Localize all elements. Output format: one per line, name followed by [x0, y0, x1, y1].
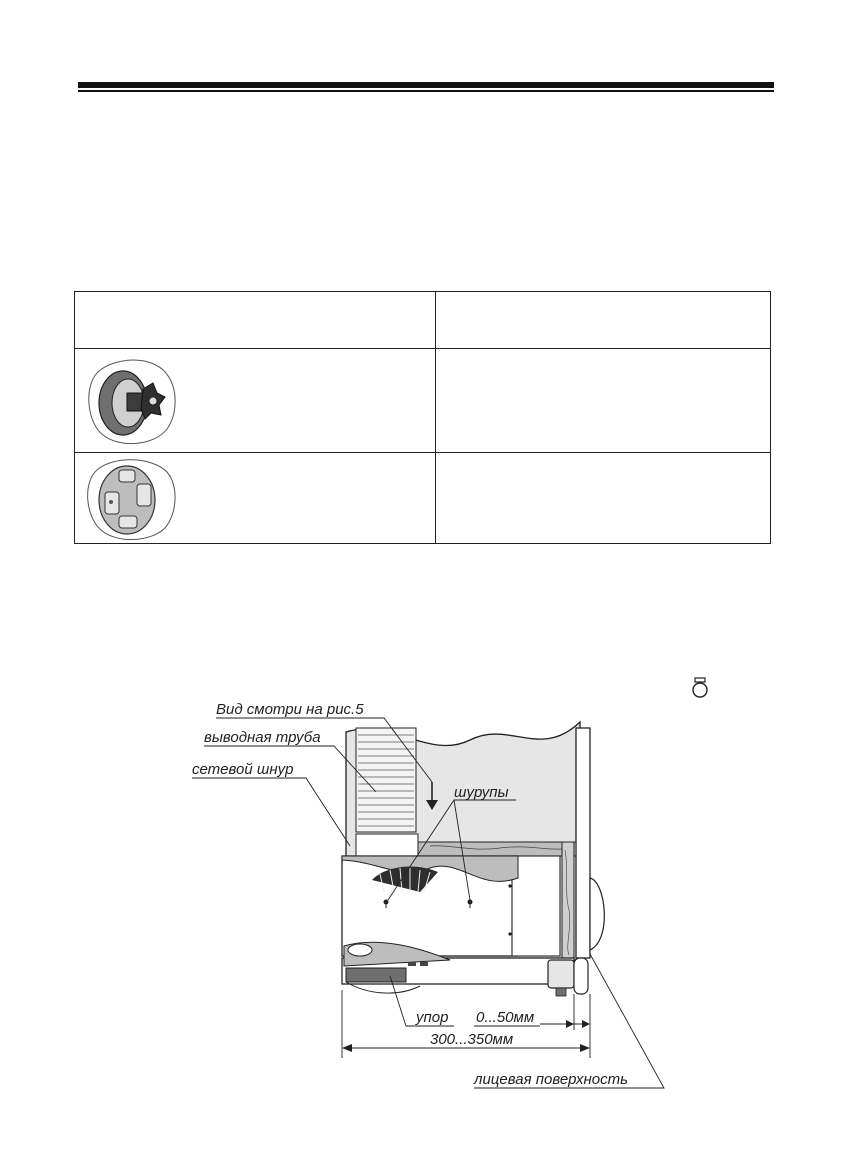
parts-table-cell-part: [75, 453, 436, 544]
clamp-knob-icon: [81, 353, 181, 449]
parts-table-row: [75, 453, 771, 544]
label-power-cord: сетевой шнур: [192, 761, 294, 778]
parts-table-cell-qty: [436, 453, 771, 544]
parts-table-row: [75, 349, 771, 453]
header-rule-thin: [78, 90, 774, 92]
parts-table-header-left: [75, 292, 436, 349]
installation-diagram: [0, 660, 850, 1100]
label-dim-large: 300...350мм: [430, 1031, 514, 1048]
power-plug-icon: [693, 678, 707, 697]
parts-table-header-row: [75, 292, 771, 349]
exhaust-pipe: [356, 728, 418, 858]
parts-table-header-right: [436, 292, 771, 349]
parts-table: [74, 291, 771, 544]
label-view-ref: Вид смотри на рис.5: [216, 701, 364, 718]
label-front-surface: лицевая поверхность: [474, 1071, 629, 1088]
parts-table-cell-qty: [436, 349, 771, 453]
parts-table-cell-part: [75, 349, 436, 453]
front-panel: [576, 728, 590, 958]
label-stop: упор: [416, 1009, 449, 1026]
label-exhaust-pipe: выводная труба: [204, 729, 321, 746]
label-dim-small: 0...50мм: [476, 1009, 535, 1026]
support-foot-icon: [81, 454, 181, 542]
header-rule-thick: [78, 82, 774, 88]
label-screws: шурупы: [454, 784, 509, 801]
